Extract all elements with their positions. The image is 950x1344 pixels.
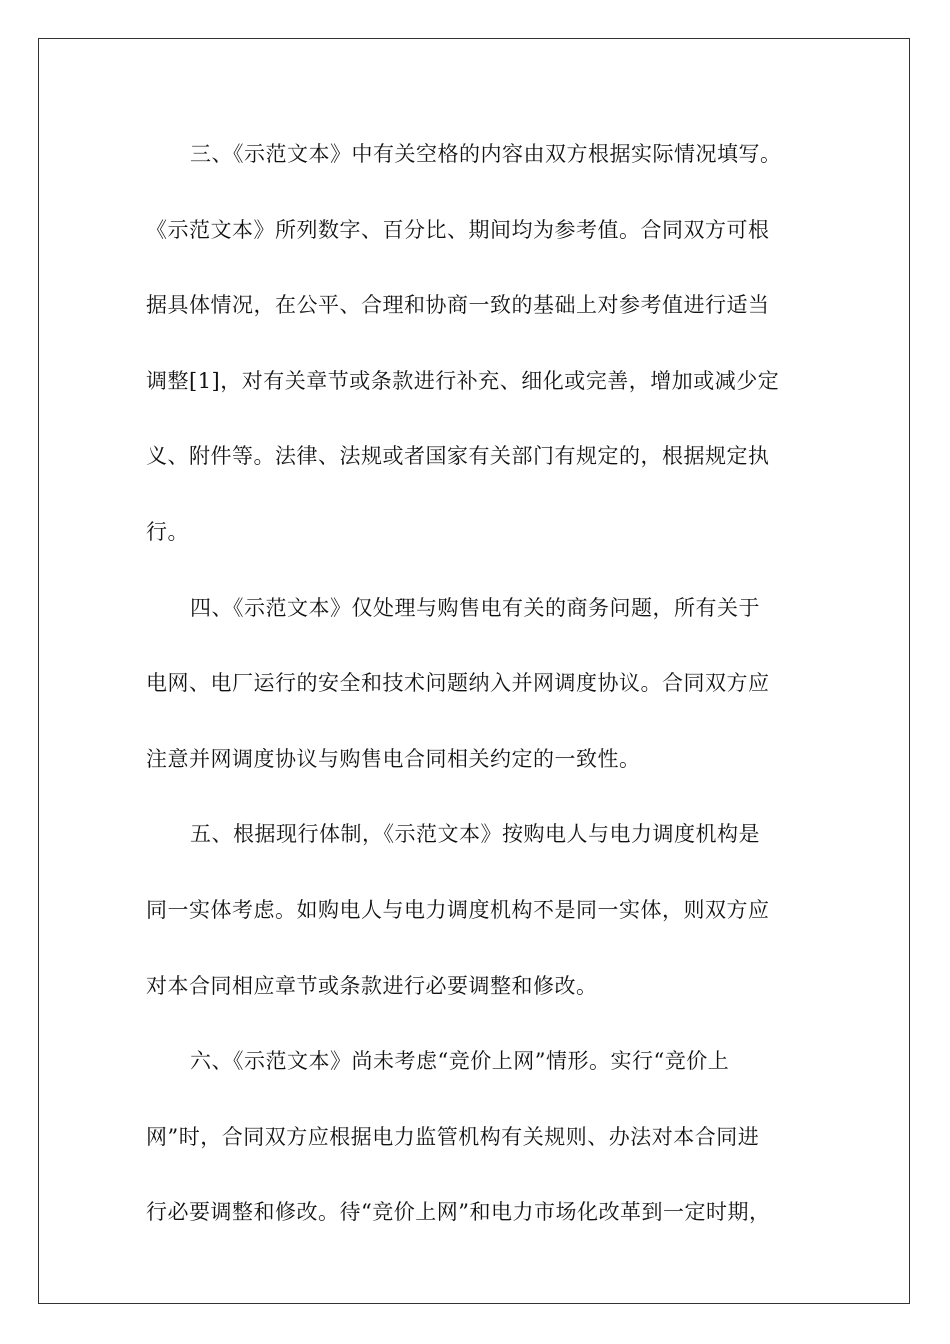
paragraph-line: 调整[1]，对有关章节或条款进行补充、细化或完善，增加或减少定 [146, 368, 780, 393]
paragraph-line: 五、根据现行体制，《示范文本》按购电人与电力调度机构是 [190, 822, 760, 847]
paragraph-line: 电网、电厂运行的安全和技术问题纳入并网调度协议。合同双方应 [146, 671, 770, 696]
paragraph-line: 对本合同相应章节或条款进行必要调整和修改。 [146, 973, 598, 998]
paragraph-line: 同一实体考虑。如购电人与电力调度机构不是同一实体，则双方应 [146, 897, 770, 922]
paragraph-line: 据具体情况，在公平、合理和协商一致的基础上对参考值进行适当 [146, 293, 770, 318]
paragraph-line: 四、《示范文本》仅处理与购售电有关的商务问题，所有关于 [190, 595, 760, 620]
paragraph-line: 注意并网调度协议与购售电合同相关约定的一致性。 [146, 746, 641, 771]
document-body [146, 117, 806, 1251]
paragraph-3 [146, 117, 806, 571]
paragraph-line: 义、附件等。法律、法规或者国家有关部门有规定的，根据规定执 [146, 444, 770, 469]
paragraph-line: 三、《示范文本》中有关空格的内容由双方根据实际情况填写。 [190, 142, 782, 166]
paragraph-line: 行。 [146, 519, 189, 544]
paragraph-line: 六、《示范文本》尚未考虑“竞价上网”情形。实行“竞价上 [190, 1049, 730, 1074]
paragraph-line: 网”时，合同双方应根据电力监管机构有关规则、办法对本合同进 [146, 1124, 760, 1149]
paragraph-line: 《示范文本》所列数字、百分比、期间均为参考值。合同双方可根 [146, 217, 770, 242]
paragraph-5 [146, 797, 806, 1024]
paragraph-6 [146, 1024, 806, 1251]
paragraph-line: 行必要调整和修改。待“竞价上网”和电力市场化改革到一定时期， [146, 1200, 771, 1225]
paragraph-4 [146, 571, 806, 798]
